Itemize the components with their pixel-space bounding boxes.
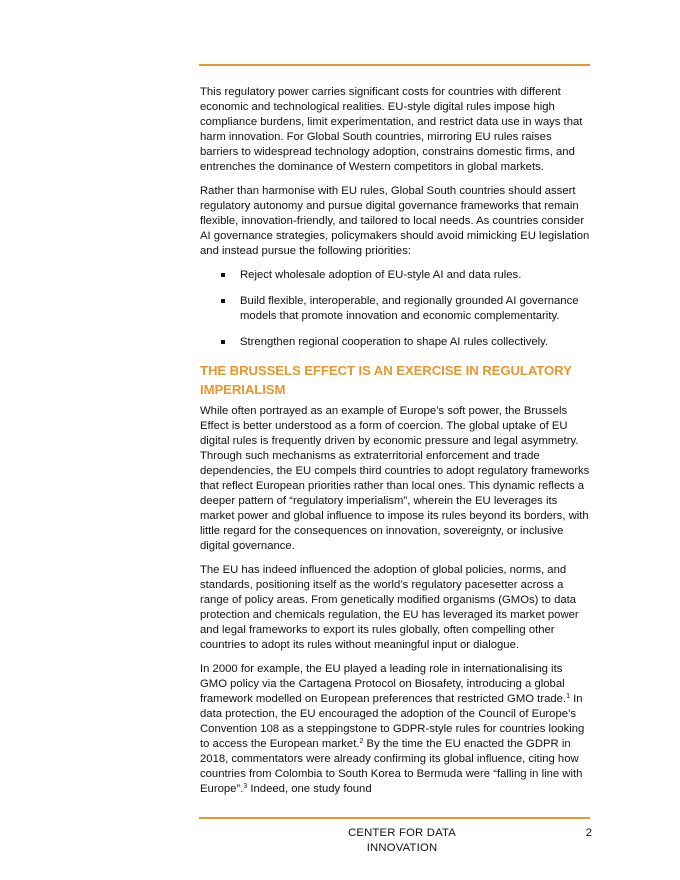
header-rule: [199, 64, 590, 66]
paragraph-text: In 2000 for example, the EU played a leading role in internationalising its GMO policy via the Cartagena Protocol on Biosafety, introducing a global framework modelled on European preferences that restricted GMO trade.: [200, 663, 567, 705]
page-number: 2: [585, 827, 592, 839]
footnote-ref[interactable]: 1: [566, 693, 570, 700]
paragraph: The EU has indeed influenced the adoption of global policies, norms, and standards, positioning itself as the world’s regulatory pacesetter across a range of policy areas. From genetically modified organisms (GMOs) to data protection and chemicals regulation, the EU has leveraged its market power and legal frameworks to export its rules globally, often compelling other countries to adopt its rules without meaningful input or dialogue.: [200, 564, 579, 651]
list-item: [200, 294, 592, 324]
footnote-ref[interactable]: 2: [359, 738, 364, 745]
list-item: [200, 335, 592, 350]
footer-organization: CENTER FOR DATA INNOVATION: [347, 827, 457, 854]
bullet-icon: [221, 273, 225, 277]
list-item-text: Strengthen regional cooperation to shape AI rules collectively.: [240, 336, 549, 348]
list-item-text: Reject wholesale adoption of EU-style AI and data rules.: [240, 269, 522, 281]
bullet-icon: [221, 340, 225, 344]
paragraph: Rather than harmonise with EU rules, Global South countries should assert regulatory autonomy and pursue digital governance frameworks that remain flexible, innovation-friendly, and tailored to local needs. As countries consider AI governance strategies, policymakers should avoid mimicking EU legislation and instead pursue the following priorities:: [200, 185, 590, 257]
footer-rule: [199, 817, 590, 819]
bullet-icon: [221, 299, 225, 303]
paragraph: While often portrayed as an example of Europe’s soft power, the Brussels Effect is better understood as a form of coercion. The global uptake of EU digital rules is frequently driven by economic pressure and legal asymmetry. Through such mechanisms as extraterritorial enforcement and trade dependencies, the EU compels third countries to adopt regulatory frameworks that reflect European priorities rather than local ones. This dynamic reflects a deeper pattern of “regulatory imperialism”, wherein the EU leverages its market power and global influence to impose its rules beyond its borders, with little regard for the consequences on innovation, sovereignty, or inclusive digital governance.: [200, 405, 590, 552]
footnote-ref[interactable]: 3: [243, 783, 248, 790]
paragraph-text: By the time the EU enacted the GDPR in 2018, commentators were already confirming its global influence, citing how countries from Colombia to South Korea to Bermuda were “falling in line with Europe”.: [200, 738, 583, 795]
main-content: [200, 85, 592, 806]
paragraph-text: In data protection, the EU encouraged the adoption of the Council of Europe’s Convention 108 as a steppingstone to GDPR-style rules for countries looking to access the European market.: [200, 693, 585, 750]
paragraph: [200, 662, 592, 797]
list-item: [200, 268, 592, 283]
list-item-text: Build flexible, interoperable, and regionally grounded AI governance models that promote innovation and economic complementarity.: [240, 295, 579, 322]
priorities-list: [200, 268, 592, 350]
paragraph-text: Indeed, one study found: [247, 783, 372, 795]
section-heading: THE BRUSSELS EFFECT IS AN EXERCISE IN REGULATORY IMPERIALISM: [200, 363, 572, 397]
paragraph: This regulatory power carries significant costs for countries with different economic and technological realities. EU-style digital rules impose high compliance burdens, limit experimentation, and restrict data use in ways that harm innovation. For Global South countries, mirroring EU rules raises barriers to widespread technology adoption, constrains domestic firms, and entrenches the dominance of Western competitors in global markets.: [200, 86, 583, 173]
